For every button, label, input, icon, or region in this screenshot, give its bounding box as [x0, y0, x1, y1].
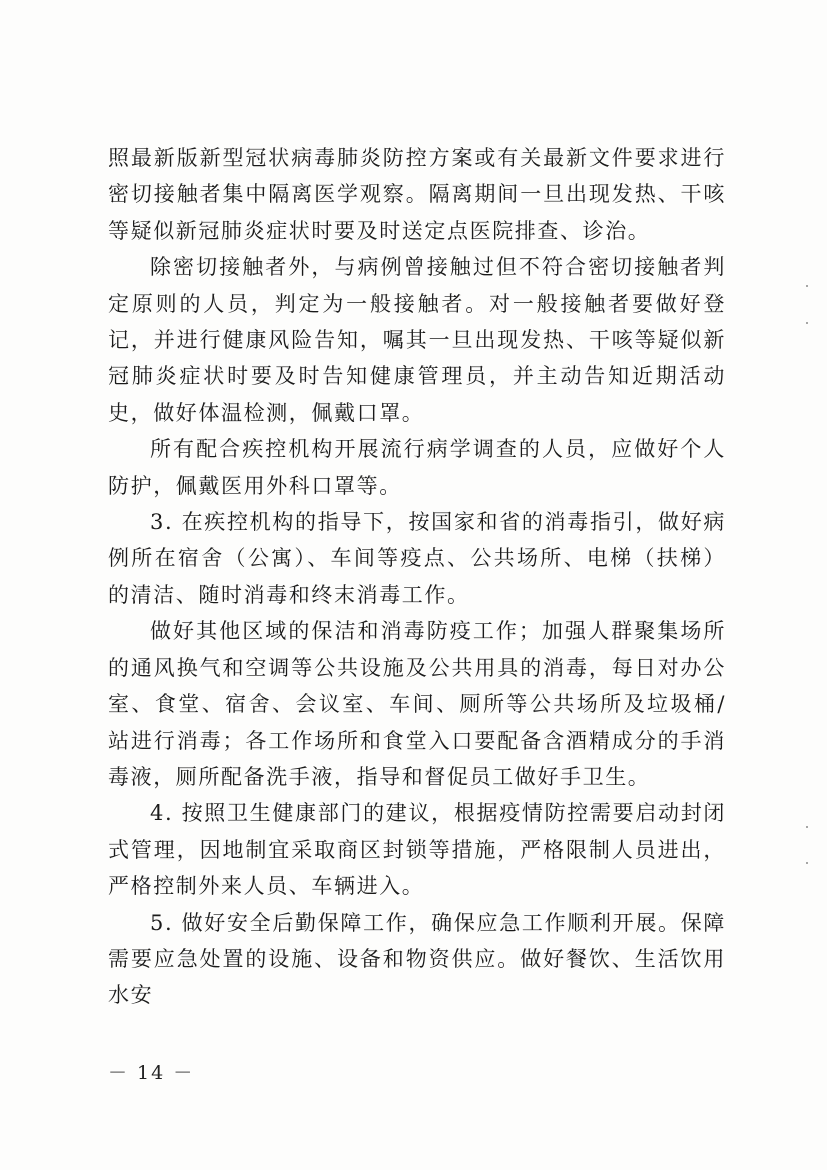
document-body [108, 140, 726, 1014]
paragraph: 照最新版新型冠状病毒肺炎防控方案或有关最新文件要求进行密切接触者集中隔离医学观察。隔离期间一旦出现发热、干咳等疑似新冠肺炎症状时要及时送定点医院排查、诊治。 [108, 146, 726, 243]
page-number: － 14 － [108, 1062, 195, 1084]
paragraph: 做好其他区域的保洁和消毒防疫工作；加强人群聚集场所的通风换气和空调等公共设施及公共用具的消毒，每日对办公室、食堂、宿舍、会议室、车间、厕所等公共场所及垃圾桶/站进行消毒；各工作场所和食堂入口要配备含酒精成分的手消毒液，厕所配备洗手液，指导和督促员工做好手卫生。 [108, 619, 726, 789]
margin-mark [806, 826, 808, 828]
paragraph: 5. 做好安全后勤保障工作，确保应急工作顺利开展。保障需要应急处置的设施、设备和物资供应。做好餐饮、生活饮用水安 [108, 910, 726, 1008]
paragraph: 所有配合疾控机构开展流行病学调查的人员，应做好个人防护，佩戴医用外科口罩等。 [108, 437, 726, 498]
margin-mark [806, 322, 808, 324]
paragraph: 3. 在疾控机构的指导下，按国家和省的消毒指引，做好病例所在宿舍（公寓）、车间等疫点、公共场所、电梯（扶梯）的清洁、随时消毒和终末消毒工作。 [108, 510, 726, 607]
margin-mark [806, 285, 808, 287]
paragraph: 除密切接触者外，与病例曾接触过但不符合密切接触者判定原则的人员，判定为一般接触者。对一般接触者要做好登记，并进行健康风险告知，嘱其一旦出现发热、干咳等疑似新冠肺炎症状时要及时告知健康管理员，并主动告知近期活动史，做好体温检测，佩戴口罩。 [108, 255, 726, 425]
margin-mark [806, 862, 808, 864]
paragraph: 4. 按照卫生健康部门的建议，根据疫情防控需要启动封闭式管理，因地制宜采取商区封锁等措施，严格限制人员进出，严格控制外来人员、车辆进入。 [108, 801, 726, 899]
